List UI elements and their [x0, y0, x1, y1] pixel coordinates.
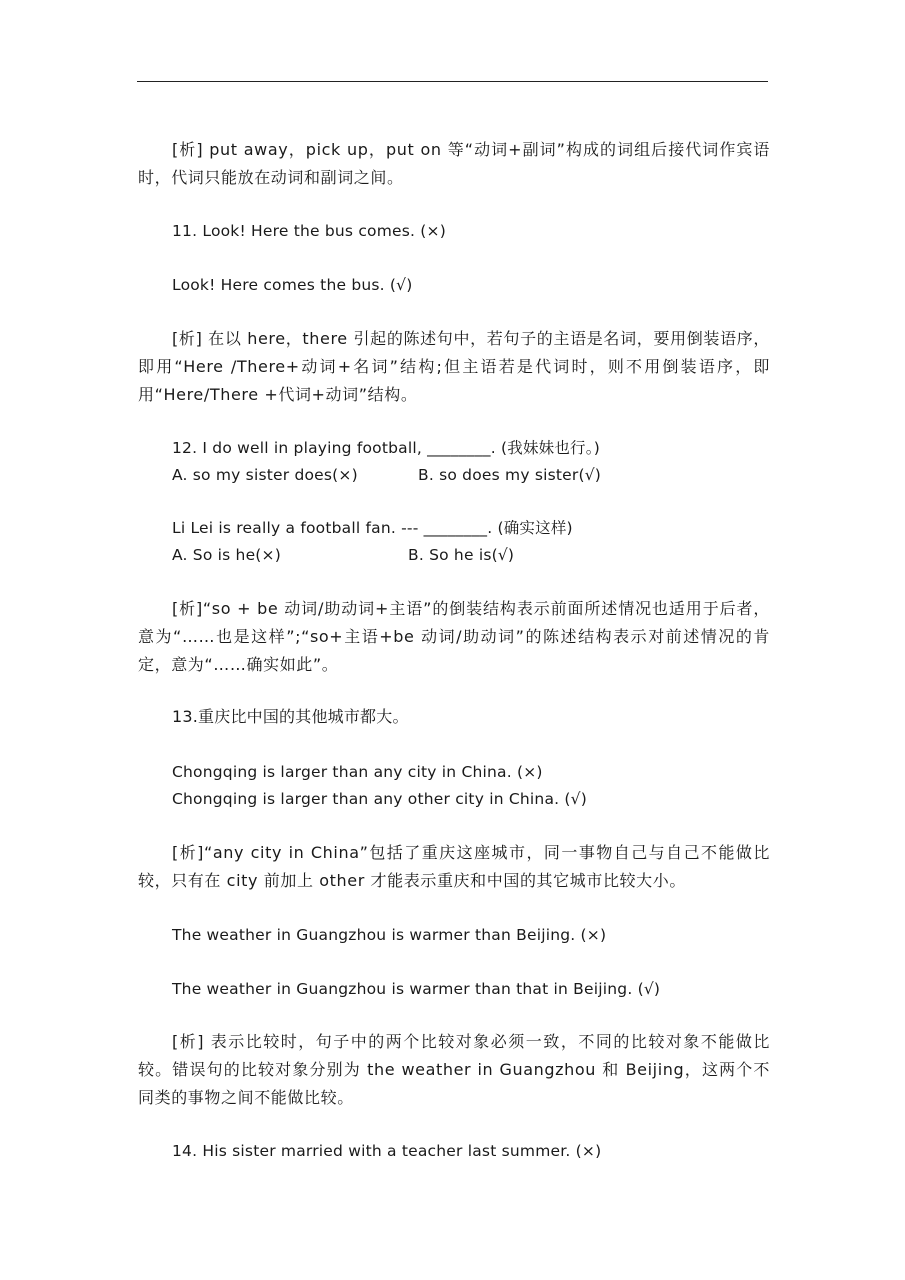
- item-13-title: 13.重庆比中国的其他城市都大。: [172, 707, 409, 726]
- item-12-option-b-1: B. so does my sister(√): [418, 466, 602, 484]
- analysis-any-city: [析]“any city in China”包括了重庆这座城市，同一事物自己与自己不能做比较，只有在 city 前加上 other 才能表示重庆和中国的其它城市比较大小。: [138, 843, 770, 890]
- item-11-wrong: 11. Look! Here the bus comes. (×): [172, 222, 446, 240]
- item-11-right: Look! Here comes the bus. (√): [172, 276, 413, 294]
- item-12-option-a-1: A. so my sister does(×): [172, 466, 358, 484]
- weather-wrong: The weather in Guangzhou is warmer than Beijing. (×): [172, 926, 607, 944]
- item-12-option-b-2: B. So he is(√): [408, 546, 515, 564]
- analysis-so-inversion: [析]“so + be 动词/助动词+主语”的倒装结构表示前面所述情况也适用于后者，意为“……也是这样”;“so+主语+be 动词/助动词”的陈述结构表示对前述情况的肯定，意为“……确实如此”。: [138, 599, 770, 674]
- analysis-comparison: [析] 表示比较时，句子中的两个比较对象必须一致，不同的比较对象不能做比较。错误句的比较对象分别为 the weather in Guangzhou 和 Beijing，这两个不同类的事物之间不能做比较。: [138, 1032, 770, 1107]
- item-14-wrong: 14. His sister married with a teacher last summer. (×): [172, 1142, 602, 1160]
- analysis-here-there: [析] 在以 here，there 引起的陈述句中，若句子的主语是名词，要用倒装语序，即用“Here /There+动词+名词”结构;但主语若是代词时，则不用倒装语序，即用“Here/There +代词+动词”结构。: [138, 329, 770, 404]
- item-13-wrong: Chongqing is larger than any city in China. (×): [172, 763, 543, 781]
- item-12-option-a-2: A. So is he(×): [172, 546, 281, 564]
- item-12-question-2: Li Lei is really a football fan. --- ________. (确实这样): [172, 519, 573, 537]
- item-13-right: Chongqing is larger than any other city in China. (√): [172, 790, 587, 808]
- weather-right: The weather in Guangzhou is warmer than that in Beijing. (√): [172, 980, 661, 998]
- item-12-question-1: 12. I do well in playing football, ________. (我妹妹也行。): [172, 439, 600, 457]
- header-rule: [137, 81, 768, 82]
- analysis-put-away: [析] put away，pick up，put on 等“动词+副词”构成的词组后接代词作宾语时，代词只能放在动词和副词之间。: [138, 140, 770, 187]
